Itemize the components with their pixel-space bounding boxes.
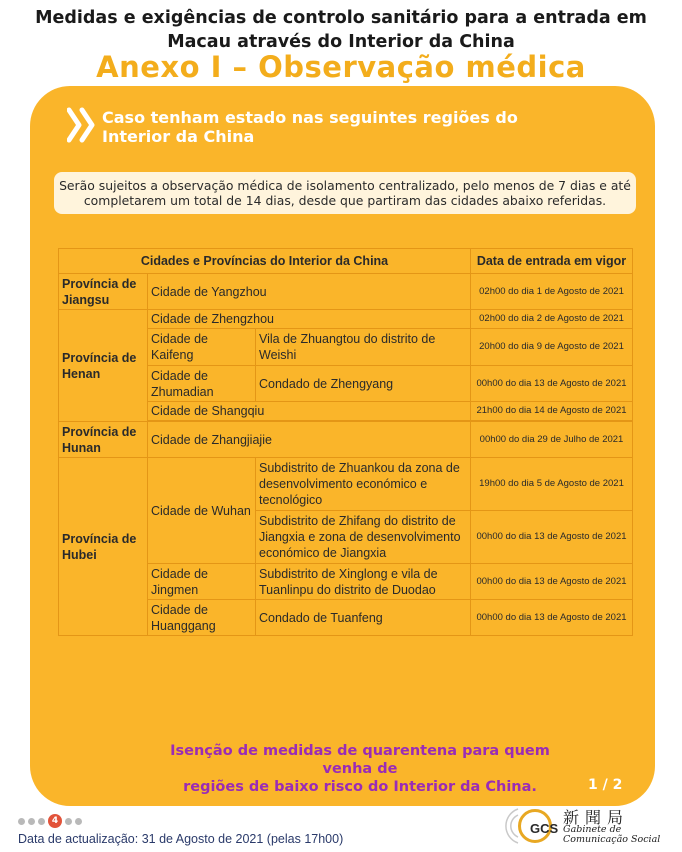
city-kaifeng: Cidade de Kaifeng bbox=[148, 329, 256, 366]
carousel-dot[interactable] bbox=[38, 818, 45, 825]
area-zhuankou: Subdistrito de Zhuankou da zona de desenvolvimento económico e tecnológico bbox=[256, 458, 471, 511]
date-zhuankou: 19h00 do dia 5 de Agosto de 2021 bbox=[471, 458, 633, 511]
date-zhangjiajie: 00h00 do dia 29 de Julho de 2021 bbox=[471, 422, 633, 458]
isolation-notice bbox=[54, 172, 636, 214]
city-zhumadian: Cidade de Zhumadian bbox=[148, 366, 256, 402]
section-heading-line-2: Interior da China bbox=[102, 127, 255, 146]
exemption-line-2: regiões de baixo risco do Interior da China. bbox=[183, 779, 537, 795]
date-jingmen: 00h00 do dia 13 de Agosto de 2021 bbox=[471, 564, 633, 600]
gcs-logo bbox=[500, 803, 680, 849]
carousel-dot-current[interactable]: 4 bbox=[48, 814, 62, 828]
province-jiangsu: Província de Jiangsu bbox=[59, 274, 148, 310]
province-hubei: Província de Hubei bbox=[59, 458, 148, 636]
table-row bbox=[59, 458, 633, 511]
city-zhengzhou: Cidade de Zhengzhou bbox=[148, 310, 471, 329]
city-shangqiu: Cidade de Shangqiu bbox=[148, 402, 471, 421]
city-huanggang: Cidade de Huanggang bbox=[148, 600, 256, 636]
table-row bbox=[59, 274, 633, 310]
exemption-line-1: Isenção de medidas de quarentena para quem venha de bbox=[170, 743, 550, 777]
area-zhengyang: Condado de Zhengyang bbox=[256, 366, 471, 402]
date-huanggang: 00h00 do dia 13 de Agosto de 2021 bbox=[471, 600, 633, 636]
city-wuhan: Cidade de Wuhan bbox=[148, 458, 256, 564]
area-duodao: Subdistrito de Xinglong e vila de Tuanlinpu do distrito de Duodao bbox=[256, 564, 471, 600]
area-tuanfeng: Condado de Tuanfeng bbox=[256, 600, 471, 636]
logo-portuguese-name bbox=[563, 825, 660, 845]
section-heading-line-1: Caso tenham estado nas seguintes regiões do bbox=[102, 108, 518, 127]
city-yangzhou: Cidade de Yangzhou bbox=[148, 274, 471, 310]
notice-line-2: completarem um total de 14 dias, desde que partiram das cidades abaixo referidas. bbox=[83, 193, 607, 208]
province-hunan: Província de Hunan bbox=[59, 422, 148, 458]
column-header-date: Data de entrada em vigor bbox=[471, 249, 633, 274]
update-date: Data de actualização: 31 de Agosto de 2021 (pelas 17h00) bbox=[18, 832, 344, 846]
date-kaifeng: 20h00 do dia 9 de Agosto de 2021 bbox=[471, 329, 633, 366]
section-heading bbox=[102, 108, 572, 146]
date-zhumadian: 00h00 do dia 13 de Agosto de 2021 bbox=[471, 366, 633, 402]
area-zhifang: Subdistrito de Zhifang do distrito de Jiangxia e zona de desenvolvimento económico de Jiangxia bbox=[256, 511, 471, 564]
title-line-2: Macau através do Interior da China bbox=[167, 32, 515, 52]
logo-chinese-name: 新聞局 bbox=[563, 808, 630, 827]
table-row bbox=[59, 422, 633, 458]
date-zhifang: 00h00 do dia 13 de Agosto de 2021 bbox=[471, 511, 633, 564]
date-yangzhou: 02h00 do dia 1 de Agosto de 2021 bbox=[471, 274, 633, 310]
table-row bbox=[59, 310, 633, 329]
annex-subtitle: Anexo I – Observação médica bbox=[96, 50, 586, 84]
column-header-regions: Cidades e Províncias do Interior da China bbox=[59, 249, 471, 274]
regions-table bbox=[58, 248, 633, 636]
logo-name-line-1: Gabinete de bbox=[563, 824, 622, 835]
carousel-dot[interactable] bbox=[28, 818, 35, 825]
date-zhengzhou: 02h00 do dia 2 de Agosto de 2021 bbox=[471, 310, 633, 329]
notice-line-1: Serão sujeitos a observação médica de isolamento centralizado, pelo menos de 7 dias e até bbox=[59, 178, 631, 193]
carousel-dot[interactable] bbox=[65, 818, 72, 825]
carousel-dot[interactable] bbox=[75, 818, 82, 825]
logo-arcs-icon bbox=[500, 807, 520, 845]
logo-initials: GCS bbox=[530, 821, 559, 836]
document-title bbox=[0, 6, 682, 54]
city-jingmen: Cidade de Jingmen bbox=[148, 564, 256, 600]
city-zhangjiajie: Cidade de Zhangjiajie bbox=[148, 422, 471, 458]
exemption-note bbox=[150, 742, 570, 796]
table-header-row bbox=[59, 249, 633, 274]
logo-name-line-2: Comunicação Social bbox=[563, 834, 661, 845]
page-indicator: 1 / 2 bbox=[588, 777, 623, 793]
province-henan: Província de Henan bbox=[59, 310, 148, 422]
carousel-pagination bbox=[18, 814, 82, 828]
title-line-1: Medidas e exigências de controlo sanitário para a entrada em bbox=[35, 8, 647, 28]
area-weishi: Vila de Zhuangtou do distrito de Weishi bbox=[256, 329, 471, 366]
carousel-dot[interactable] bbox=[18, 818, 25, 825]
double-chevron-icon bbox=[67, 107, 97, 143]
date-shangqiu: 21h00 do dia 14 de Agosto de 2021 bbox=[471, 402, 633, 421]
